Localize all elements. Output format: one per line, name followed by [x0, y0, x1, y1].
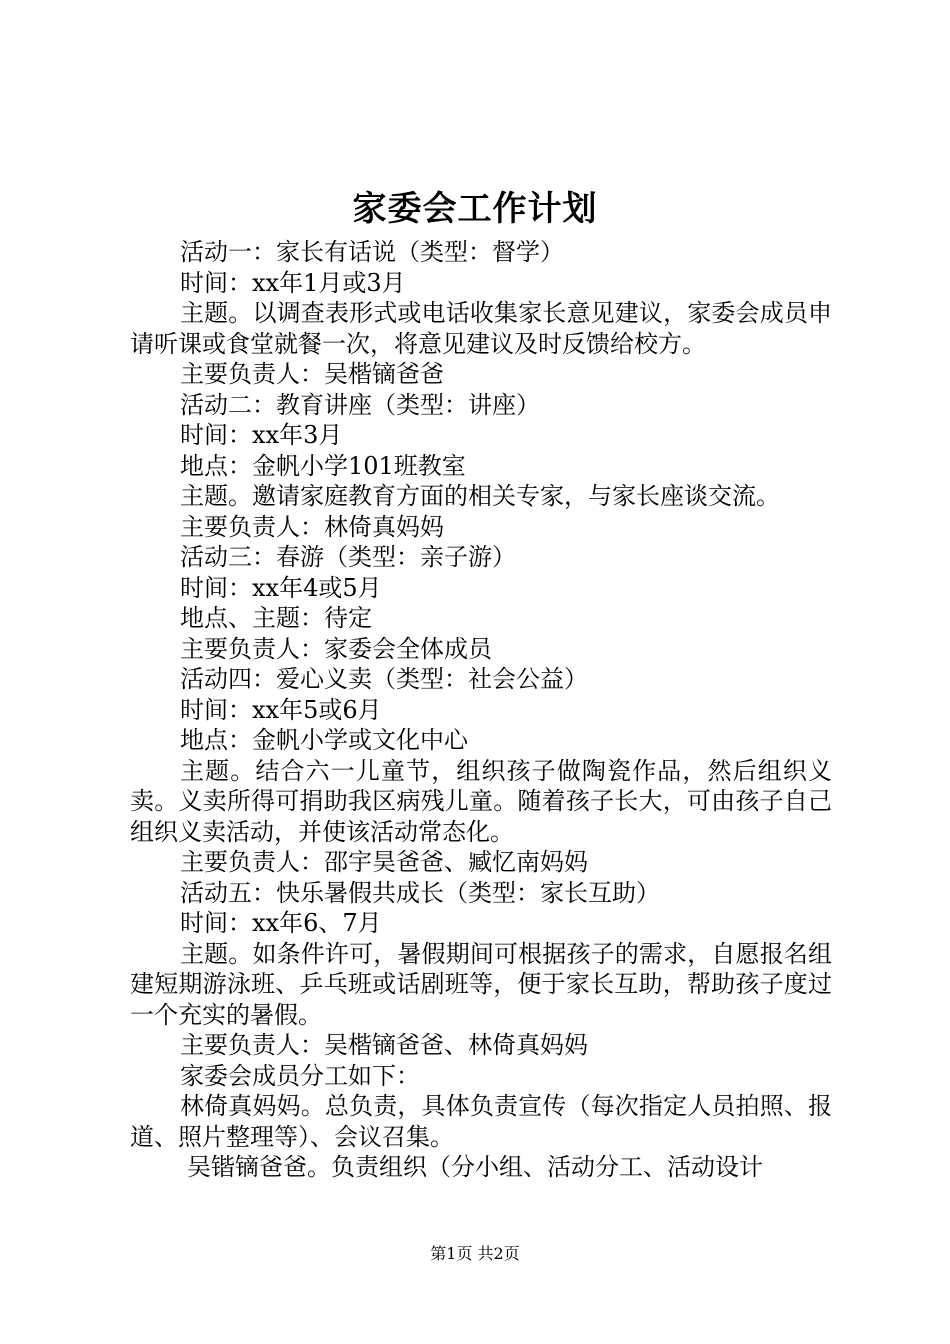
paragraph-activity-5-time: 时间：xx年6、7月 — [180, 909, 382, 937]
paragraph-activity-4-location: 地点：金帆小学或文化中心 — [180, 726, 468, 754]
paragraph-activity-2: 活动二：教育讲座（类型：讲座） — [180, 390, 540, 419]
paragraph-activity-5-lead: 主要负责人：吴楷镝爸爸、林倚真妈妈 — [180, 1031, 588, 1059]
paragraph-activity-3-time: 时间：xx年4或5月 — [180, 573, 382, 602]
paragraph-member-role-2: 吴锴镝爸爸。负责组织（分小组、活动分工、活动设计 — [187, 1153, 763, 1181]
paragraph-activity-2-theme: 主题。邀请家庭教育方面的相关专家，与家长座谈交流。 — [180, 482, 780, 510]
paragraph-activity-5: 活动五：快乐暑假共成长（类型：家长互助） — [180, 878, 660, 907]
paragraph-activity-3: 活动三：春游（类型：亲子游） — [180, 543, 516, 571]
paragraph-activity-3-location-theme: 地点、主题：待定 — [180, 604, 372, 632]
paragraph-activity-2-lead: 主要负责人：林倚真妈妈 — [180, 512, 444, 541]
paragraph-activity-4: 活动四：爱心义卖（类型：社会公益） — [180, 665, 588, 693]
paragraph-member-roles-heading: 家委会成员分工如下： — [180, 1061, 420, 1090]
paragraph-activity-4-time: 时间：xx年5或6月 — [180, 695, 382, 724]
paragraph-activity-4-lead: 主要负责人：邵宇昊爸爸、臧忆南妈妈 — [180, 848, 588, 876]
document-title: 家委会工作计划 — [352, 189, 598, 229]
paragraph-activity-1-time: 时间：xx年1月或3月 — [180, 268, 406, 297]
paragraph-activity-3-lead: 主要负责人：家委会全体成员 — [180, 634, 492, 663]
paragraph-activity-5-theme: 主题。如条件许可，暑假期间可根据孩子的需求，自愿报名组建短期游泳班、乒乓班或话剧班等，便于家长互助，帮助孩子度过一个充实的暑假。 — [130, 939, 832, 1029]
document-body — [130, 237, 832, 1183]
paragraph-activity-2-location: 地点：金帆小学101班教室 — [180, 451, 466, 480]
paragraph-activity-1-lead: 主要负责人：吴楷镝爸爸 — [180, 360, 444, 388]
paragraph-activity-1: 活动一：家长有话说（类型：督学） — [180, 238, 564, 266]
paragraph-activity-1-theme: 主题。以调查表形式或电话收集家长意见建议，家委会成员申请听课或食堂就餐一次，将意见建议及时反馈给校方。 — [130, 299, 832, 358]
paragraph-activity-4-theme: 主题。结合六一儿童节，组织孩子做陶瓷作品，然后组织义卖。义卖所得可捐助我区病残儿童。随着孩子长大，可由孩子自己组织义卖活动，并使该活动常态化。 — [130, 756, 832, 846]
page-footer: 第1页 共2页 — [430, 1244, 520, 1263]
paragraph-activity-2-time: 时间：xx年3月 — [180, 421, 343, 449]
paragraph-member-role-1: 林倚真妈妈。总负责，具体负责宣传（每次指定人员拍照、报道、照片整理等）、会议召集。 — [130, 1092, 832, 1151]
